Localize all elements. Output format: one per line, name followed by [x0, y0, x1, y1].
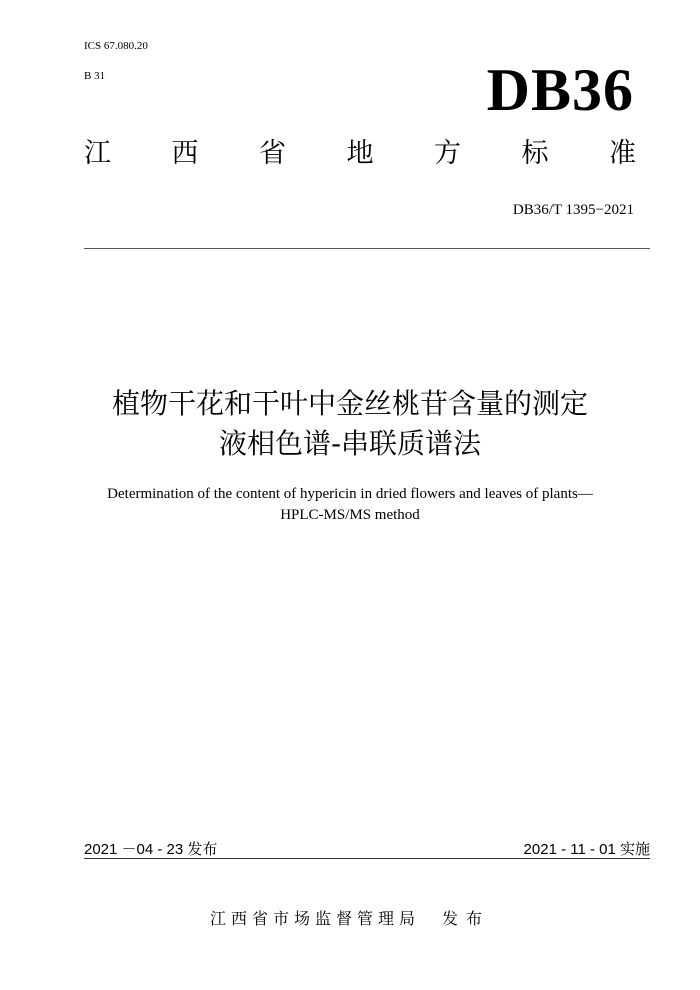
standard-type-char: 地	[346, 138, 374, 169]
date-row	[84, 836, 650, 859]
english-title	[40, 484, 660, 526]
standard-number: DB36/T 1395−2021	[512, 202, 634, 218]
standard-type-char: 西	[171, 138, 199, 169]
standard-type-heading	[84, 134, 636, 174]
implementation-date: 2021 - 11 - 01 实施	[523, 841, 650, 858]
ccs-code: B 31	[84, 70, 106, 82]
english-title-line-1: Determination of the content of hypericin in dried flowers and leaves of plants—	[107, 486, 593, 502]
issue-date: 2021 －04 - 23 发布	[84, 841, 218, 858]
publisher-action: 发布	[442, 909, 491, 928]
header-divider	[84, 248, 650, 249]
standard-type-char: 方	[434, 138, 461, 169]
chinese-title-line-1: 植物干花和干叶中金丝桃苷含量的测定	[111, 387, 588, 420]
chinese-title	[40, 384, 660, 464]
standard-type-char: 标	[521, 138, 549, 169]
english-title-line-2: HPLC-MS/MS method	[280, 507, 420, 523]
standard-type-char: 江	[84, 138, 111, 169]
publisher-organization: 江西省市场监督管理局	[209, 909, 420, 928]
chinese-title-line-2: 液相色谱-串联质谱法	[218, 427, 482, 460]
standard-mark: DB36	[486, 57, 634, 123]
ics-code: ICS 67.080.20	[84, 40, 148, 52]
standard-type-char: 省	[259, 138, 286, 169]
standard-type-char: 准	[609, 138, 636, 169]
publisher-line	[0, 906, 700, 929]
